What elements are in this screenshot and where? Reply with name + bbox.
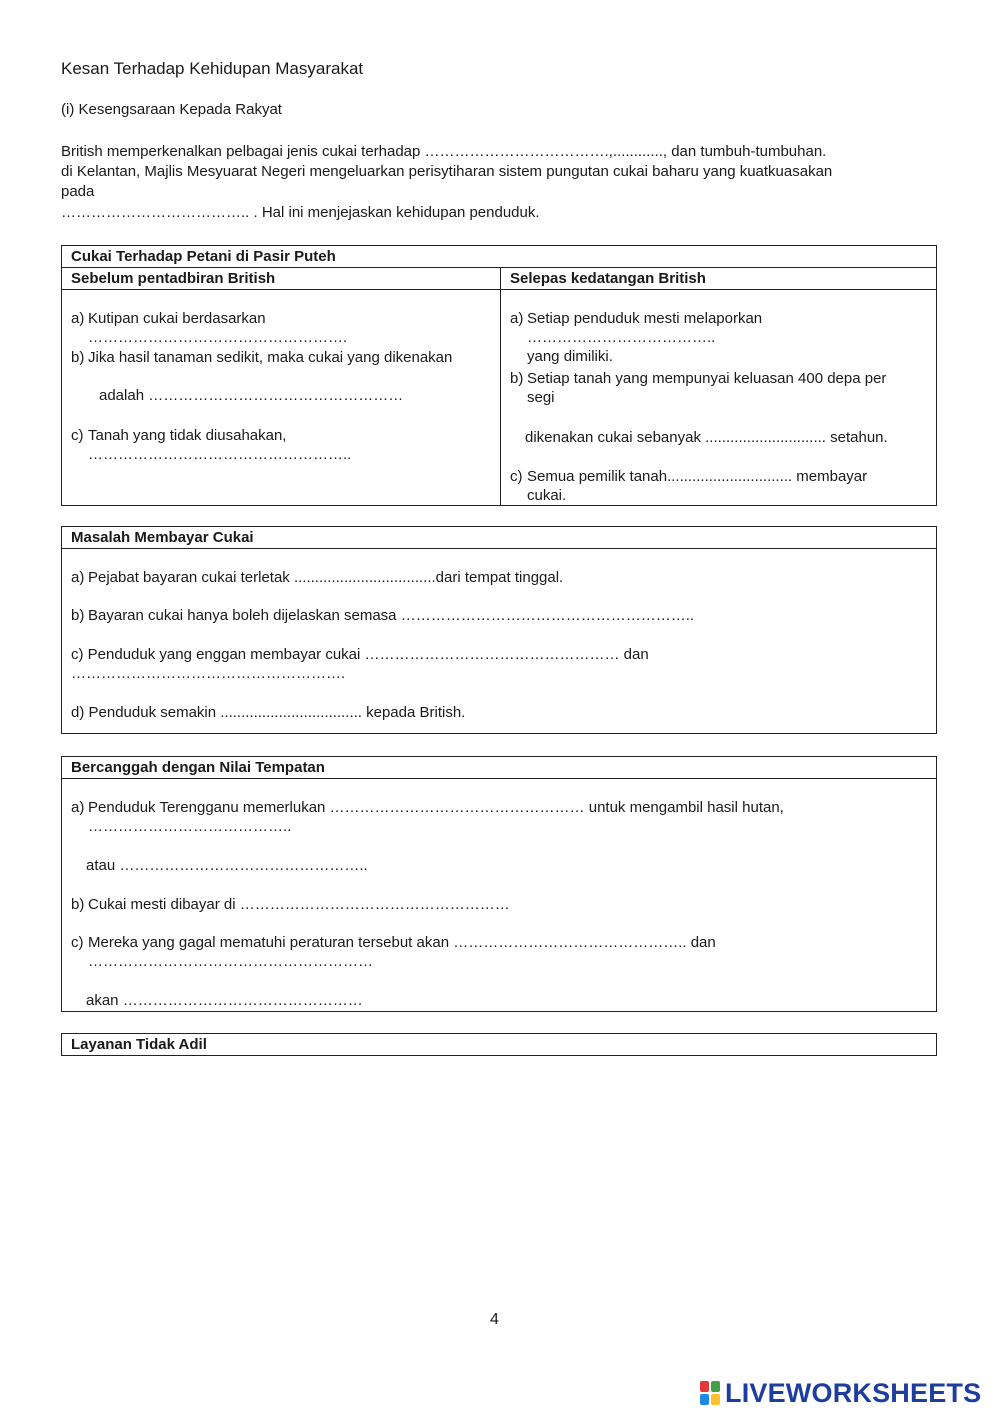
item-marker: a)	[71, 310, 85, 327]
list-item	[510, 309, 932, 366]
item-text: Pejabat bayaran cukai terletak ..................................dari tempat tinggal.	[88, 569, 564, 586]
item-marker: b)	[71, 896, 85, 913]
liveworksheets-watermark	[700, 1378, 981, 1409]
item-text: akan …………………………………………	[86, 992, 363, 1009]
item-marker: b)	[71, 349, 85, 366]
item-text: adalah ……………………………………………	[99, 387, 404, 404]
table-header-row	[62, 268, 936, 290]
answer-blank: …………………………………………………	[88, 953, 373, 970]
item-marker: b)	[510, 370, 524, 387]
list-item-continuation	[510, 428, 932, 447]
item-text: Kutipan cukai berdasarkan	[88, 310, 266, 327]
item-text: Bayaran cukai hanya boleh dijelaskan semasa …………………………………………………..	[88, 607, 695, 624]
item-text: segi	[527, 389, 555, 406]
item-marker: a)	[71, 799, 85, 816]
item-text: Mereka yang gagal mematuhi peraturan tersebut akan ……………………………………….. dan	[88, 934, 716, 951]
watermark-text: LIVEWORKSHEETS	[725, 1378, 982, 1408]
answer-blank: ……………………………………………..	[88, 446, 352, 463]
list-item	[71, 309, 496, 347]
list-item	[71, 645, 932, 683]
list-item	[71, 568, 932, 587]
list-item	[71, 348, 496, 367]
intro-line: British memperkenalkan pelbagai jenis cukai terhadap ……………………………….,............, dan tumbuh-tumbuhan.	[61, 143, 827, 160]
item-text: atau …………………………………………..	[86, 857, 368, 874]
item-text: cukai.	[527, 487, 567, 504]
item-text: c) Penduduk yang enggan membayar cukai …………………………………………… dan	[71, 646, 649, 663]
table-body-row	[62, 290, 936, 506]
page-heading: Kesan Terhadap Kehidupan Masyarakat	[61, 59, 364, 78]
list-item	[71, 933, 932, 971]
item-text: Setiap penduduk mesti melaporkan	[527, 310, 763, 327]
table-title: Cukai Terhadap Petani di Pasir Puteh	[62, 246, 936, 268]
item-text: dikenakan cukai sebanyak ............................. setahun.	[525, 429, 888, 446]
item-text: Cukai mesti dibayar di ………………………………………………	[88, 896, 510, 913]
list-item	[71, 798, 932, 836]
list-item	[71, 703, 932, 722]
column-header-before: Sebelum pentadbiran British	[62, 268, 501, 289]
item-marker: a)	[510, 310, 524, 327]
intro-paragraph	[61, 142, 941, 223]
list-item	[71, 895, 932, 914]
box-title: Masalah Membayar Cukai	[62, 527, 936, 549]
box-title: Bercanggah dengan Nilai Tempatan	[62, 757, 936, 779]
item-text: d) Penduduk semakin .................................. kepada British.	[71, 704, 466, 721]
item-marker: b)	[71, 607, 85, 624]
local-values-conflict-box	[61, 756, 937, 1012]
item-text: yang dimiliki.	[527, 348, 613, 365]
unfair-treatment-box	[61, 1033, 937, 1056]
tax-payment-problems-box	[61, 526, 937, 734]
list-item	[71, 426, 496, 464]
item-marker: c)	[71, 427, 84, 444]
section-subheading: (i) Kesengsaraan Kepada Rakyat	[61, 101, 282, 118]
list-item-continuation	[71, 856, 932, 875]
list-item-continuation	[71, 991, 932, 1010]
intro-line: di Kelantan, Majlis Mesyuarat Negeri mengeluarkan perisytiharan sistem pungutan cukai baharu yang kuatkuasakan	[61, 163, 833, 180]
intro-line: pada	[61, 183, 95, 200]
item-text: Jika hasil tanaman sedikit, maka cukai yang dikenakan	[88, 349, 453, 366]
item-marker: c)	[71, 934, 84, 951]
column-after	[501, 290, 936, 506]
list-item	[510, 467, 932, 505]
answer-blank: ………………………………..	[527, 329, 716, 346]
item-text: Semua pemilik tanah.............................. membayar	[527, 468, 868, 485]
intro-line: ……………………………….. . Hal ini menjejaskan kehidupan penduduk.	[61, 204, 540, 221]
answer-blank: ……………………………………………….	[71, 665, 346, 682]
answer-blank: …………………………………..	[88, 818, 292, 835]
liveworksheets-logo-icon	[700, 1381, 722, 1407]
item-text: Tanah yang tidak diusahakan,	[88, 427, 287, 444]
box-title: Layanan Tidak Adil	[71, 1036, 207, 1053]
list-item	[510, 369, 932, 407]
list-item	[71, 606, 932, 625]
item-marker: c)	[510, 468, 523, 485]
item-text: Penduduk Terengganu memerlukan …………………………………………… untuk mengambil hasil hutan,	[88, 799, 784, 816]
page-number: 4	[490, 1311, 499, 1328]
tax-on-farmers-table	[61, 245, 937, 506]
answer-blank: …………………………………………….	[88, 329, 348, 346]
list-item-continuation	[71, 386, 496, 405]
column-header-after: Selepas kedatangan British	[510, 270, 706, 287]
item-marker: a)	[71, 569, 85, 586]
item-text: Setiap tanah yang mempunyai keluasan 400 depa per	[527, 370, 887, 387]
column-before	[62, 290, 501, 506]
